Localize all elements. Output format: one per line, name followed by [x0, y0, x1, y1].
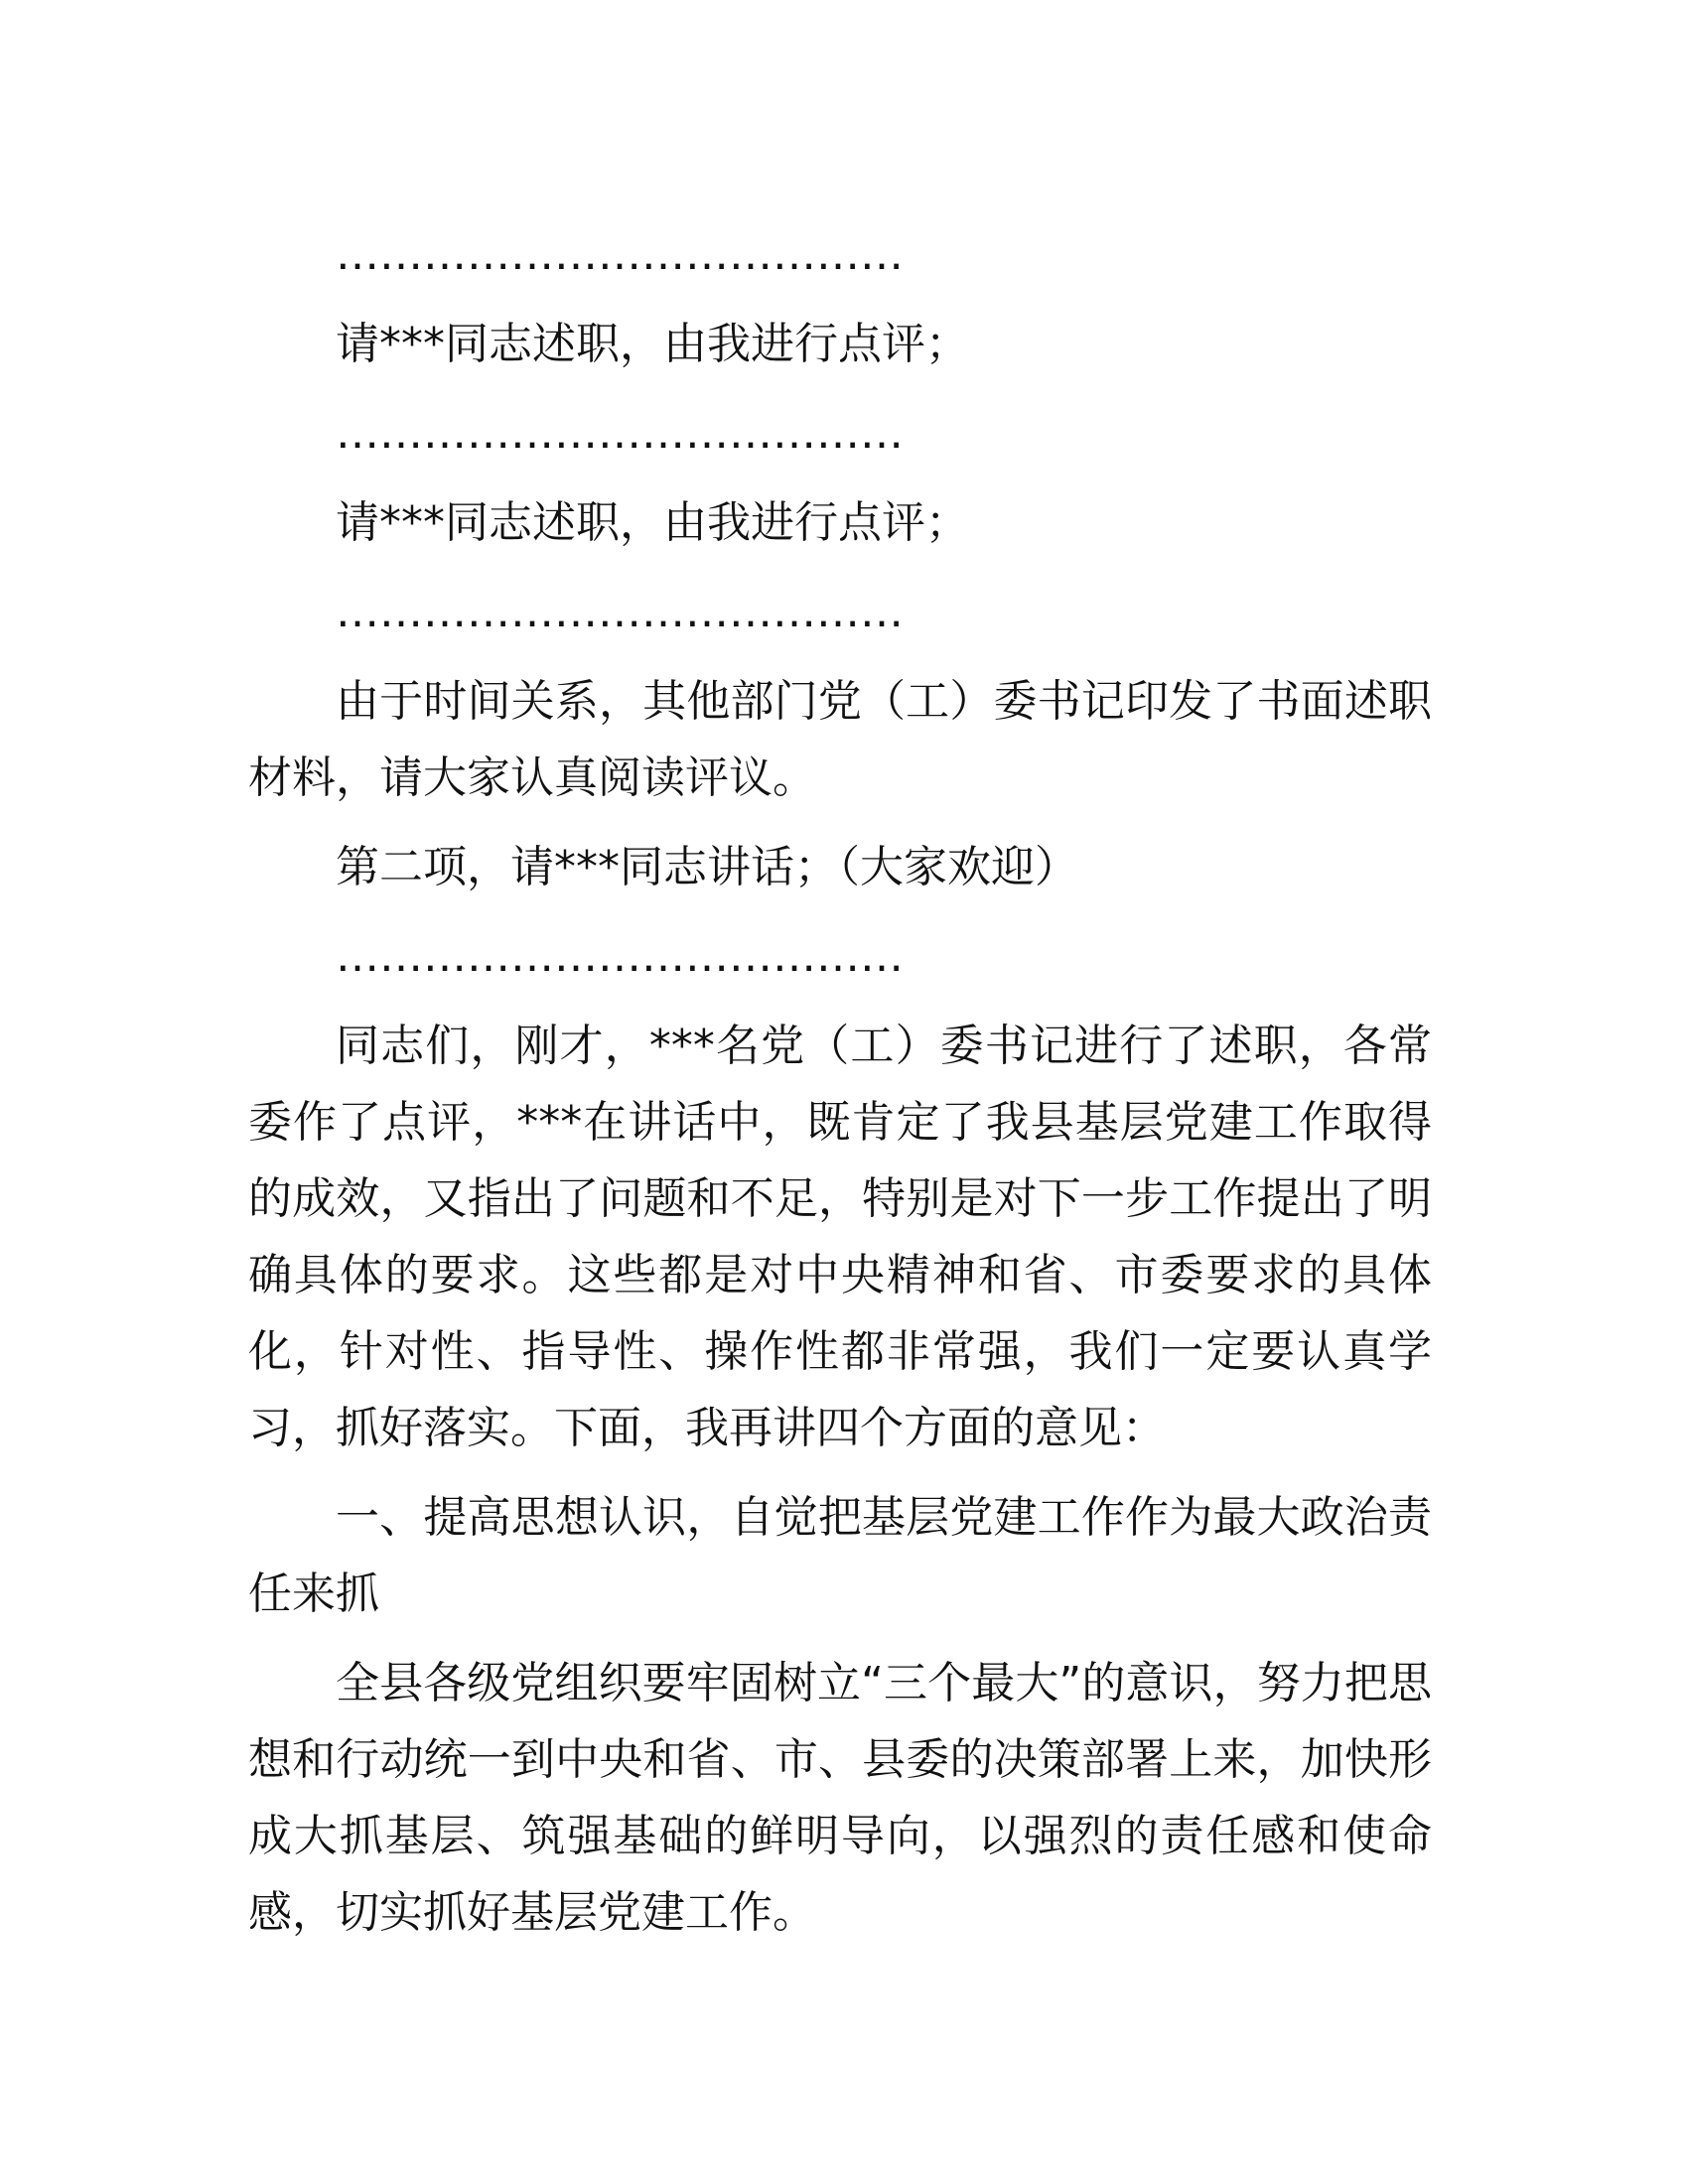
paragraph: 请***同志述职，由我进行点评；: [336, 319, 969, 369]
paragraph: 全县各级党组织要牢固树立“三个最大”的意识，努力把思想和行动统一到中央和省、市、县委的决策部署上来，加快形成大抓基层、筑强基础的鲜明导向，以强烈的责任感和使命感，切实抓好基层党建工作。: [248, 1658, 1432, 1938]
section-heading: 一、提高思想认识，自觉把基层党建工作作为最大政治责任来抓: [248, 1492, 1432, 1619]
ellipsis-line: …………………………………: [336, 587, 904, 637]
paragraph: 请***同志述职，由我进行点评；: [336, 497, 969, 548]
ellipsis-line: …………………………………: [336, 408, 904, 459]
paragraph: 由于时间关系，其他部门党（工）委书记印发了书面述职材料，请大家认真阅读评议。: [248, 676, 1432, 803]
paragraph: 同志们，刚才，***名党（工）委书记进行了述职，各常委作了点评，***在讲话中，既肯定了我县基层党建工作取得的成效，又指出了问题和不足，特别是对下一步工作提出了明确具体的要求。这些都是对中央精神和省、市委要求的具体化，针对性、指导性、操作性都非常强，我们一定要认真学习，抓好落实。下面，我再讲四个方面的意见：: [248, 1021, 1432, 1453]
paragraph: 第二项，请***同志讲话；（大家欢迎）: [336, 842, 1078, 892]
ellipsis-line: …………………………………: [336, 931, 904, 982]
document-page: [248, 216, 1432, 1964]
ellipsis-line: …………………………………: [336, 229, 904, 280]
